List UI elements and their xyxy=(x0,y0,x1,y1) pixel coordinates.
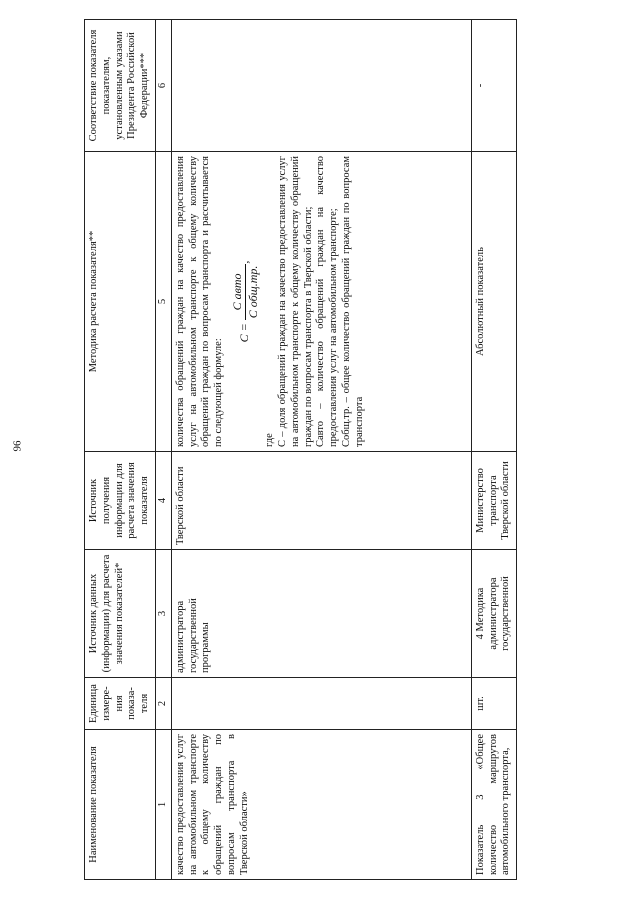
method-where: где xyxy=(264,433,276,447)
data-source-cell: администратора государственной программы xyxy=(171,550,471,678)
col-number: 4 xyxy=(155,452,171,550)
rotated-table-container xyxy=(84,20,620,880)
compliance-cell xyxy=(171,20,471,152)
method-cobsh-definition: Собщ.тр. – общее количество обращений граждан по вопросам транспорта xyxy=(341,156,365,447)
table-row xyxy=(171,20,471,880)
method-c-definition: С – доля обращений граждан на качество предоставления услуг на автомобильном транспорте к общему количеству обращений граждан по вопросам транспорта в Тверской области; xyxy=(277,156,314,447)
compliance-cell: - xyxy=(471,20,516,152)
header-unit: Единица измере-ния показа-теля xyxy=(85,678,156,730)
header-compliance: Соответствие показателя показателям, установленным указами Президента Российской Федерации*** xyxy=(85,20,156,152)
info-source-cell: Министерство транспорта Тверской области xyxy=(471,452,516,550)
indicator-table xyxy=(84,19,517,880)
formula-fraction xyxy=(230,264,260,321)
formula-lhs: C = xyxy=(236,323,251,343)
method-cavto-definition: Савто – количество обращений граждан на качество предоставления услуг на автомобильном транспорте; xyxy=(315,156,340,447)
header-method: Методика расчета показателя** xyxy=(85,152,156,452)
formula-numerator: C авто xyxy=(230,264,246,321)
col-number: 5 xyxy=(155,152,171,452)
header-data-source: Источник данных (информации) для расчета значения показателей* xyxy=(85,550,156,678)
table-row xyxy=(471,20,516,880)
header-name: Наименование показателя xyxy=(85,730,156,880)
page-number-wrap xyxy=(12,0,32,905)
col-number: 2 xyxy=(155,678,171,730)
unit-cell xyxy=(171,678,471,730)
method-cell: Абсолютный показатель xyxy=(471,152,516,452)
page-number: 96 xyxy=(11,440,24,452)
col-number: 3 xyxy=(155,550,171,678)
method-intro: количества обращений граждан на качество предоставления услуг на автомобильном транспорте к общему количеству обращений граждан по вопросам транспорта и рассчитывается по следующей формуле: xyxy=(174,156,225,447)
info-source-cell: Тверской области xyxy=(171,452,471,550)
formula: C = C авто C общ.тр. , xyxy=(229,260,260,343)
col-number: 6 xyxy=(155,20,171,152)
formula-denominator: C общ.тр. xyxy=(245,265,260,319)
header-row xyxy=(85,20,156,880)
indicator-name-cell: Показатель 3 «Общее количество маршрутов автомобильного транспорта, xyxy=(471,730,516,880)
method-cell xyxy=(171,152,471,452)
header-info-source: Источник получения информации для расчета значения показателя xyxy=(85,452,156,550)
unit-cell: шт. xyxy=(471,678,516,730)
indicator-name-cell: качество предоставления услуг на автомобильном транспорте к общему количеству обращений граждан по вопросам транспорта в Тверской области» xyxy=(171,730,471,880)
col-number: 1 xyxy=(155,730,171,880)
column-number-row xyxy=(155,20,171,880)
data-source-cell: 4 Методика администратора государственной xyxy=(471,550,516,678)
